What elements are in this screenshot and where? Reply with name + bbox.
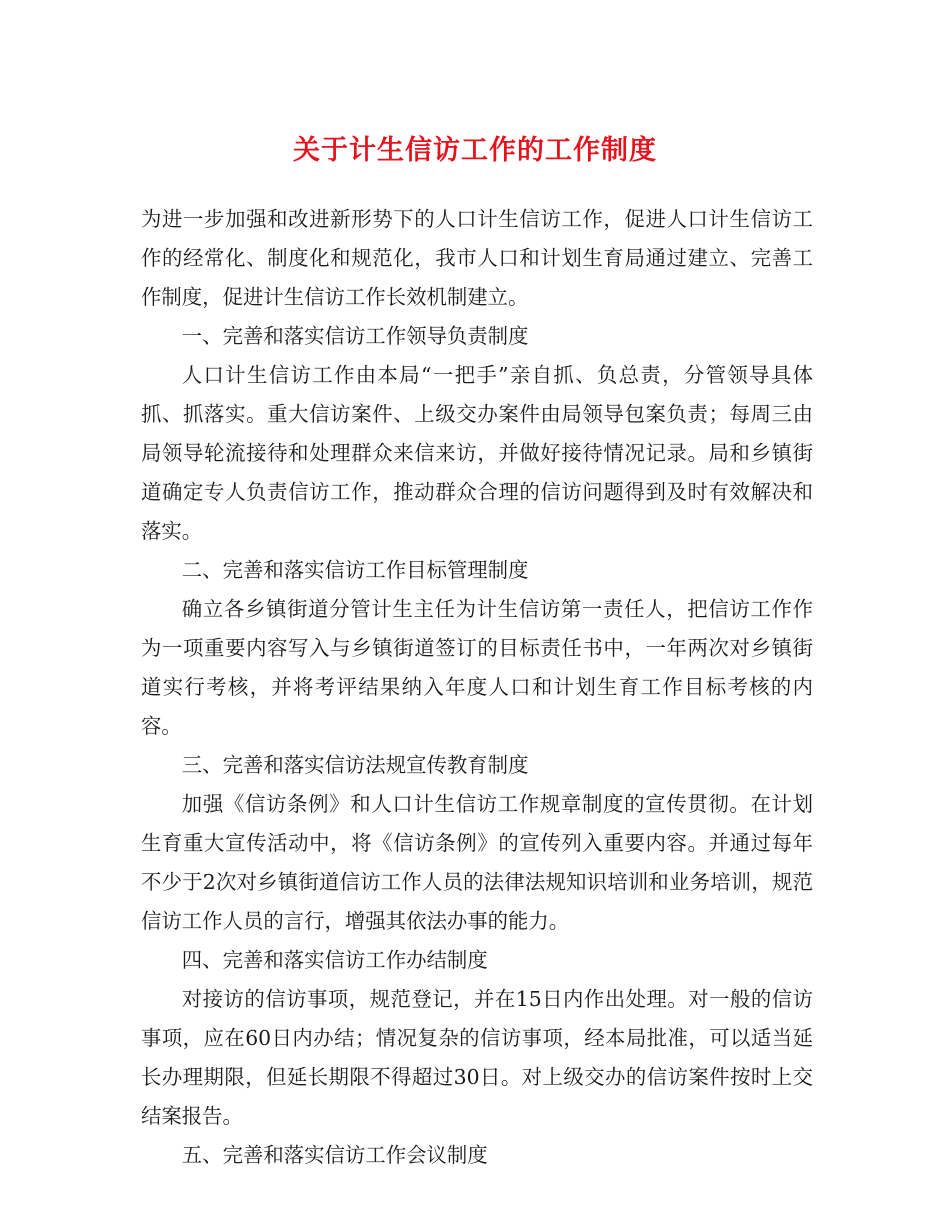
section-heading-1: 一、完善和落实信访工作领导负责制度 bbox=[181, 324, 529, 348]
paragraph-1: 人口计生信访工作由本局“一把手”亲自抓、负总责，分管领导具体抓、抓落实。重大信访案件、上级交办案件由局领导包案负责；每周三由局领导轮流接待和处理群众来信来访，并做好接待情况记录。局和乡镇街道确定专人负责信访工作，推动群众合理的信访问题得到及时有效解决和落实。 bbox=[141, 363, 813, 543]
paragraph-3: 加强《信访条例》和人口计生信访工作规章制度的宣传贯彻。在计划生育重大宣传活动中，将《信访条例》的宣传列入重要内容。并通过每年不少于2次对乡镇街道信访工作人员的法律法规知识培训和业务培训，规范信访工作人员的言行，增强其依法办事的能力。 bbox=[141, 792, 813, 933]
document-title: 关于计生信访工作的工作制度 bbox=[293, 135, 657, 166]
section-heading-4: 四、完善和落实信访工作办结制度 bbox=[181, 948, 488, 972]
section-heading-5: 五、完善和落实信访工作会议制度 bbox=[181, 1143, 488, 1167]
section-heading-3: 三、完善和落实信访法规宣传教育制度 bbox=[181, 753, 529, 777]
document-body bbox=[141, 200, 813, 1175]
paragraph-4: 对接访的信访事项，规范登记，并在15日内作出处理。对一般的信访事项，应在60日内办结；情况复杂的信访事项，经本局批准，可以适当延长办理期限，但延长期限不得超过30日。对上级交办的信访案件按时上交结案报告。 bbox=[141, 987, 813, 1128]
section-heading-2: 二、完善和落实信访工作目标管理制度 bbox=[181, 558, 529, 582]
paragraph-2: 确立各乡镇街道分管计生主任为计生信访第一责任人，把信访工作作为一项重要内容写入与乡镇街道签订的目标责任书中，一年两次对乡镇街道实行考核，并将考评结果纳入年度人口和计划生育工作目标考核的内容。 bbox=[141, 597, 813, 738]
paragraph-intro: 为进一步加强和改进新形势下的人口计生信访工作，促进人口计生信访工作的经常化、制度化和规范化，我市人口和计划生育局通过建立、完善工作制度，促进计生信访工作长效机制建立。 bbox=[141, 207, 813, 309]
